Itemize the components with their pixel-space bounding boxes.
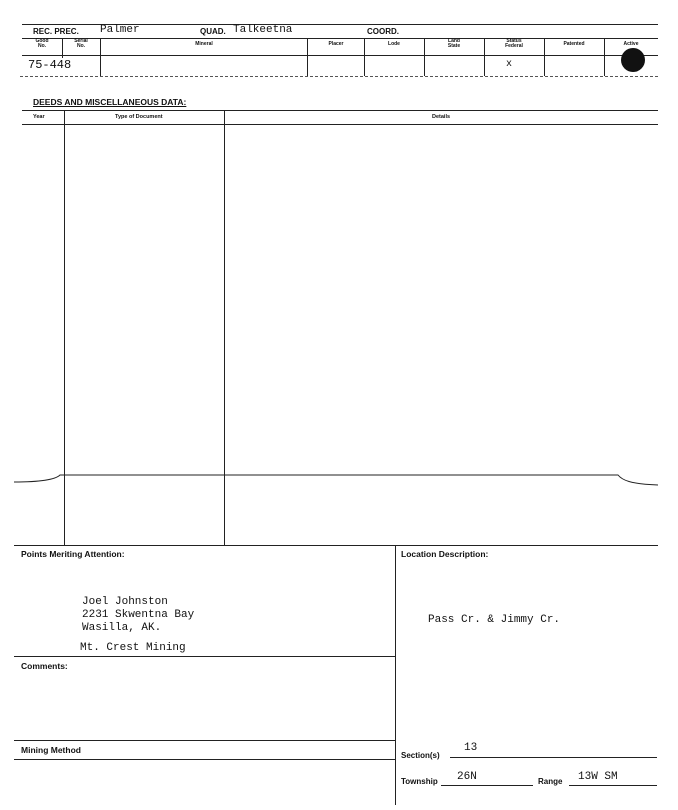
deeds-section-title: DEEDS AND MISCELLANEOUS DATA: <box>33 97 187 107</box>
township-value: 26N <box>457 771 477 783</box>
range-underline <box>569 785 657 786</box>
col-type-of-document: Type of Document <box>115 114 163 120</box>
claim-divider <box>544 38 545 76</box>
claim-divider <box>484 38 485 76</box>
claim-divider <box>100 38 101 76</box>
claim-divider <box>424 38 425 76</box>
status-federal-mark: x <box>506 59 513 70</box>
claim-row-bottom-rule <box>20 76 658 77</box>
rec-prec-label: REC. PREC. <box>33 27 79 36</box>
col-details: Details <box>432 114 451 120</box>
col-lode: Lode <box>388 41 400 47</box>
points-bottom-rule <box>14 656 395 657</box>
rec-prec-value: Palmer <box>100 24 140 36</box>
claim-header-bottom-rule <box>22 55 658 56</box>
comments-bottom-rule <box>14 740 395 741</box>
company-name: Mt. Crest Mining <box>80 642 186 654</box>
quad-value: Talkeetna <box>233 24 293 36</box>
col-land-state: Land State <box>447 38 461 49</box>
range-label: Range <box>538 777 563 786</box>
location-description-label: Location Description: <box>401 549 489 559</box>
points-meriting-attention-label: Points Meriting Attention: <box>21 549 125 559</box>
col-status-federal: Status Federal <box>505 38 523 49</box>
comments-label: Comments: <box>21 661 68 671</box>
claim-divider <box>604 38 605 76</box>
claim-divider <box>62 38 63 58</box>
col-serial-no: Serial No. <box>74 38 88 49</box>
contact-address <box>82 596 194 635</box>
quad-label: QUAD. <box>200 27 226 36</box>
mining-method-rule <box>14 759 395 760</box>
col-year: Year <box>33 114 45 120</box>
section-value: 13 <box>464 742 478 754</box>
claim-divider <box>364 38 365 76</box>
mining-method-label: Mining Method <box>21 745 81 755</box>
col-good-no: Good No. <box>35 38 49 49</box>
claim-number: 75-448 <box>28 58 72 72</box>
header-rule <box>22 38 658 39</box>
deeds-bottom-rule <box>14 545 658 546</box>
township-label: Township <box>401 777 438 786</box>
range-value: 13W SM <box>578 771 618 783</box>
claim-divider <box>307 38 308 76</box>
active-dot-icon <box>621 48 645 72</box>
deeds-top-rule <box>22 110 658 111</box>
coord-label: COORD. <box>367 27 399 36</box>
col-active: Active <box>623 41 639 47</box>
location-description-value: Pass Cr. & Jimmy Cr. <box>428 614 561 626</box>
bottom-center-divider <box>395 545 396 805</box>
contact-city: Wasilla, AK. <box>82 622 162 634</box>
section-label: Section(s) <box>401 751 440 760</box>
page-fold-line <box>0 466 678 492</box>
contact-name: Joel Johnston <box>82 596 168 608</box>
contact-street: 2231 Skwentna Bay <box>82 609 195 621</box>
section-underline <box>450 757 657 758</box>
col-placer: Placer <box>328 41 344 47</box>
col-patented: Patented <box>563 41 585 47</box>
deeds-header-rule <box>22 124 658 125</box>
col-mineral: Mineral <box>195 41 213 47</box>
township-underline <box>441 785 533 786</box>
